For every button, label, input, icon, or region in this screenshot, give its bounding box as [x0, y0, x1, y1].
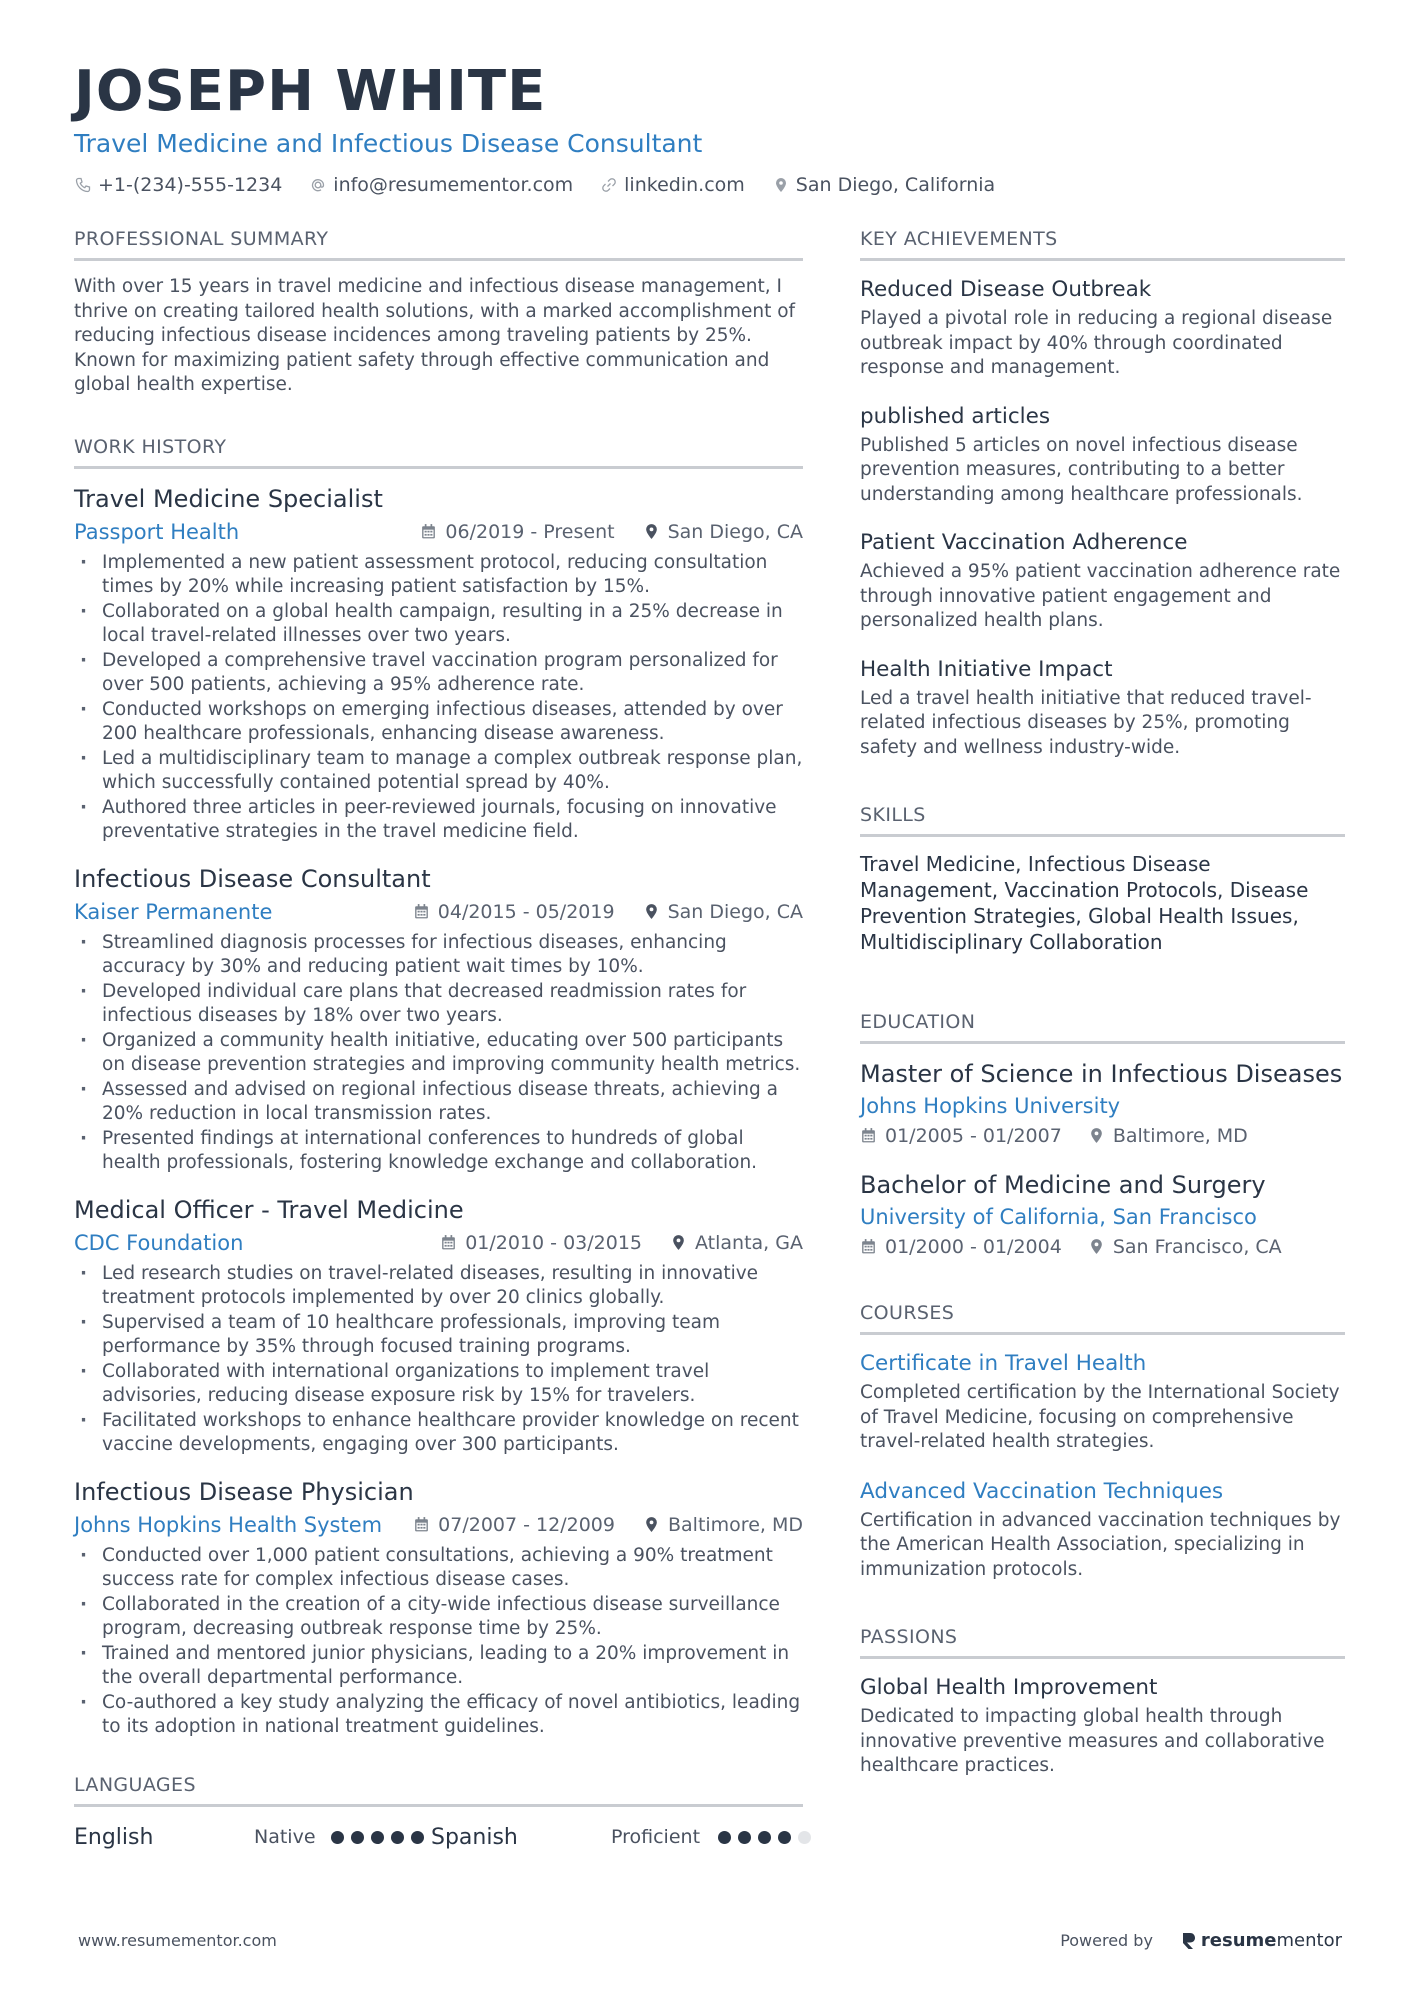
- job-location-text: San Diego, CA: [667, 520, 803, 543]
- contact-email[interactable]: [309, 174, 573, 196]
- calendar-icon: [860, 1127, 878, 1145]
- calendar-icon: [440, 1234, 458, 1252]
- achievements-heading: KEY ACHIEVEMENTS: [860, 226, 1345, 261]
- language-item: [431, 1825, 818, 1850]
- job-meta: [74, 897, 803, 927]
- education-degree: Bachelor of Medicine and Surgery: [860, 1171, 1266, 1199]
- education-meta: [860, 1123, 1345, 1149]
- footer-branding: [1060, 1930, 1342, 1951]
- rating-dot-filled: [351, 1831, 364, 1844]
- map-pin-icon: [1088, 1127, 1106, 1145]
- education-location: [1088, 1123, 1248, 1149]
- language-rating: [331, 1831, 431, 1844]
- language-level: Native: [254, 1826, 316, 1848]
- rating-dot-filled: [718, 1831, 731, 1844]
- candidate-name: JOSEPH WHITE: [74, 59, 547, 124]
- achievement-desc: Achieved a 95% patient vaccination adherence rate through innovative patient engagement and personalized health plans.: [860, 561, 1341, 631]
- job-entry: [74, 1194, 803, 1458]
- location-text: San Diego, California: [795, 174, 996, 196]
- job-location: [643, 517, 803, 547]
- summary-text: With over 15 years in travel medicine and infectious disease management, I thrive on creating tailored health solutions, with a marked accomplishment of reducing infectious disease incidences among traveling patients by 25%. Known for maximizing patient safety through effective communication and global health expertise.: [74, 276, 796, 395]
- job-bullet: · Streamlined diagnosis processes for infectious diseases, enhancing accuracy by 30% and reducing patient wait times by 10%.: [74, 931, 803, 980]
- job-bullet: · Conducted workshops on emerging infectious diseases, attended by over 200 healthcare professionals, enhancing disease awareness.: [74, 698, 803, 747]
- map-pin-icon: [1088, 1238, 1106, 1256]
- job-title: Infectious Disease Consultant: [74, 864, 431, 893]
- achievement-item: [860, 655, 1345, 761]
- course-desc: Completed certification by the International Society of Travel Medicine, focusing on comprehensive travel-related health strategies.: [860, 1382, 1340, 1452]
- rating-dot-filled: [411, 1831, 424, 1844]
- map-pin-icon: [643, 1516, 661, 1534]
- skills-heading: SKILLS: [860, 802, 1345, 837]
- job-location-text: Baltimore, MD: [667, 1513, 803, 1536]
- contact-linkedin[interactable]: [600, 174, 745, 196]
- job-company: CDC Foundation: [74, 1230, 244, 1255]
- rating-dot-filled: [371, 1831, 384, 1844]
- course-title: Advanced Vaccination Techniques: [860, 1478, 1224, 1504]
- job-bullet: · Conducted over 1,000 patient consultations, achieving a 90% treatment success rate for complex infectious disease cases.: [74, 1544, 803, 1593]
- language-level: Proficient: [611, 1826, 701, 1848]
- rating-dot-filled: [331, 1831, 344, 1844]
- map-pin-icon: [772, 176, 790, 194]
- resume-header: [74, 58, 1344, 196]
- job-location: [670, 1228, 803, 1258]
- page-footer: [78, 1930, 1342, 1951]
- skills-text: Travel Medicine, Infectious Disease Management, Vaccination Protocols, Disease Prevention Strategies, Global Health Issues, Multidisciplinary Collaboration: [860, 852, 1309, 954]
- link-icon: [600, 176, 618, 194]
- job-date: [413, 1510, 615, 1540]
- language-name: Spanish: [431, 1824, 518, 1850]
- job-date: [440, 1228, 642, 1258]
- achievement-desc: Led a travel health initiative that reduced travel-related infectious diseases by 25%, promoting safety and wellness industry-wide.: [860, 687, 1312, 758]
- left-column: [74, 226, 803, 1850]
- rating-dot-empty: [798, 1831, 811, 1844]
- email-text: info@resumementor.com: [333, 174, 574, 196]
- job-bullet: · Developed individual care plans that decreased readmission rates for infectious diseases by 18% over two years.: [74, 980, 803, 1029]
- job-bullet: · Supervised a team of 10 healthcare professionals, improving team performance by 35% through focused training programs.: [74, 1311, 803, 1360]
- calendar-icon: [413, 903, 431, 921]
- education-heading: EDUCATION: [860, 1009, 1345, 1044]
- job-date-text: 07/2007 - 12/2009: [438, 1513, 615, 1536]
- powered-by-text: Powered by: [1060, 1931, 1153, 1950]
- education-date: [860, 1234, 1062, 1260]
- job-date-text: 01/2010 - 03/2015: [465, 1231, 643, 1254]
- achievement-title: Patient Vaccination Adherence: [860, 530, 1188, 555]
- job-bullet: · Assessed and advised on regional infectious disease threats, achieving a 20% reduction in local transmission rates.: [74, 1078, 803, 1127]
- education-date: [860, 1123, 1062, 1149]
- achievement-item: [860, 528, 1345, 634]
- contact-phone: [74, 174, 282, 196]
- course-desc: Certification in advanced vaccination techniques by the American Health Association, specializing in immunization protocols.: [860, 1509, 1341, 1580]
- language-name: English: [74, 1824, 154, 1850]
- achievement-item: [860, 275, 1345, 381]
- map-pin-icon: [643, 903, 661, 921]
- job-company: Johns Hopkins Health System: [74, 1512, 383, 1537]
- job-title: Infectious Disease Physician: [74, 1477, 414, 1506]
- job-bullets: [74, 1544, 803, 1740]
- course-item: [860, 1477, 1345, 1583]
- job-bullet: · Collaborated on a global health campaign, resulting in a 25% decrease in local travel-related illnesses over two years.: [74, 600, 803, 649]
- achievement-title: Health Initiative Impact: [860, 656, 1113, 682]
- language-item: [74, 1825, 431, 1850]
- education-location: [1088, 1234, 1282, 1260]
- achievement-desc: Published 5 articles on novel infectious disease prevention measures, contributing to a better understanding among healthcare professionals.: [860, 434, 1303, 505]
- education-location-text: Baltimore, MD: [1112, 1125, 1248, 1147]
- job-meta: [74, 517, 803, 547]
- languages-heading: LANGUAGES: [74, 1772, 803, 1807]
- achievement-desc: Played a pivotal role in reducing a regional disease outbreak impact by 40% through coordinated response and management.: [860, 308, 1333, 378]
- job-location-text: Atlanta, GA: [695, 1231, 803, 1254]
- job-location: [643, 1510, 803, 1540]
- job-company: Kaiser Permanente: [74, 899, 273, 924]
- job-entry: [74, 863, 803, 1176]
- education-degree: Master of Science in Infectious Diseases: [860, 1060, 1343, 1088]
- resumementor-logo-icon: [1181, 1931, 1197, 1951]
- job-bullet: · Co-authored a key study analyzing the efficacy of novel antibiotics, leading to its adoption in national treatment guidelines.: [74, 1691, 803, 1740]
- education-school: Johns Hopkins University: [860, 1094, 1121, 1118]
- footer-url[interactable]: www.resumementor.com: [78, 1931, 277, 1950]
- at-sign-icon: [309, 176, 327, 194]
- job-title: Medical Officer - Travel Medicine: [74, 1195, 464, 1224]
- map-pin-icon: [643, 523, 661, 541]
- rating-dot-filled: [758, 1831, 771, 1844]
- job-date: [413, 897, 615, 927]
- job-bullet: · Developed a comprehensive travel vaccination program personalized for over 500 patients, achieving a 95% adherence rate.: [74, 649, 803, 698]
- education-meta: [860, 1234, 1345, 1260]
- achievement-item: [860, 402, 1345, 508]
- calendar-icon: [420, 523, 438, 541]
- job-location-text: San Diego, CA: [667, 900, 803, 923]
- passion-item: [860, 1673, 1345, 1779]
- education-item: [860, 1169, 1345, 1260]
- work-history-heading: WORK HISTORY: [74, 434, 803, 469]
- brand-name-bold: resume: [1200, 1930, 1277, 1951]
- job-bullets: [74, 931, 803, 1176]
- job-entry: [74, 1476, 803, 1740]
- job-bullet: · Collaborated with international organizations to implement travel advisories, reducing disease exposure risk by 15% for travelers.: [74, 1360, 803, 1409]
- contact-bar: [74, 174, 1344, 196]
- job-company: Passport Health: [74, 519, 240, 544]
- candidate-headline: Travel Medicine and Infectious Disease Consultant: [74, 129, 703, 158]
- education-school: University of California, San Francisco: [860, 1205, 1257, 1229]
- contact-location: [772, 174, 995, 196]
- job-bullet: · Facilitated workshops to enhance healthcare provider knowledge on recent vaccine developments, engaging over 300 participants.: [74, 1409, 803, 1458]
- job-date: [420, 517, 614, 547]
- brand-logo: [1181, 1930, 1342, 1951]
- job-location: [643, 897, 803, 927]
- linkedin-text: linkedin.com: [624, 174, 745, 196]
- rating-dot-filled: [738, 1831, 751, 1844]
- job-bullet: · Organized a community health initiative, educating over 500 participants on disease prevention strategies and improving community health metrics.: [74, 1029, 803, 1078]
- job-bullet: · Led research studies on travel-related diseases, resulting in innovative treatment protocols implemented by over 20 clinics globally.: [74, 1262, 803, 1311]
- job-date-text: 06/2019 - Present: [445, 520, 615, 543]
- job-date-text: 04/2015 - 05/2019: [437, 900, 615, 923]
- job-meta: [74, 1510, 803, 1540]
- courses-heading: COURSES: [860, 1300, 1345, 1335]
- education-date-text: 01/2000 - 01/2004: [885, 1236, 1062, 1258]
- map-pin-icon: [670, 1234, 688, 1252]
- job-title: Travel Medicine Specialist: [74, 484, 383, 513]
- education-item: [860, 1058, 1345, 1149]
- rating-dot-filled: [778, 1831, 791, 1844]
- job-entry: [74, 483, 803, 845]
- calendar-icon: [413, 1516, 431, 1534]
- achievement-title: published articles: [860, 403, 1051, 429]
- right-column: [860, 226, 1345, 1779]
- passion-title: Global Health Improvement: [860, 1675, 1158, 1700]
- job-bullet: · Trained and mentored junior physicians, leading to a 20% improvement in the overall departmental performance.: [74, 1642, 803, 1691]
- job-bullets: [74, 551, 803, 845]
- education-date-text: 01/2005 - 01/2007: [885, 1125, 1062, 1147]
- job-bullet: · Led a multidisciplinary team to manage a complex outbreak response plan, which successfully contained potential spread by 40%.: [74, 747, 803, 796]
- job-bullet: · Collaborated in the creation of a city-wide infectious disease surveillance program, decreasing outbreak response time by 25%.: [74, 1593, 803, 1642]
- passion-desc: Dedicated to impacting global health through innovative preventive measures and collaborative healthcare practices.: [860, 1706, 1325, 1776]
- job-bullet: · Presented findings at international conferences to hundreds of global health professionals, fostering knowledge exchange and collaboration.: [74, 1127, 803, 1176]
- course-item: [860, 1349, 1345, 1455]
- job-bullet: · Implemented a new patient assessment protocol, reducing consultation times by 20% while increasing patient satisfaction by 15%.: [74, 551, 803, 600]
- summary-heading: PROFESSIONAL SUMMARY: [74, 226, 803, 261]
- calendar-icon: [860, 1238, 878, 1256]
- rating-dot-filled: [391, 1831, 404, 1844]
- phone-icon: [74, 176, 92, 194]
- passions-heading: PASSIONS: [860, 1624, 1345, 1659]
- job-bullets: [74, 1262, 803, 1458]
- language-rating: [718, 1831, 818, 1844]
- brand-name-light: mentor: [1276, 1930, 1342, 1951]
- achievement-title: Reduced Disease Outbreak: [860, 277, 1152, 302]
- job-bullet: · Authored three articles in peer-reviewed journals, focusing on innovative preventative strategies in the travel medicine field.: [74, 796, 803, 845]
- education-location-text: San Francisco, CA: [1112, 1236, 1282, 1258]
- languages-list: [74, 1825, 803, 1850]
- course-title: Certificate in Travel Health: [860, 1351, 1147, 1376]
- job-meta: [74, 1228, 803, 1258]
- phone-text: +1-(234)-555-1234: [98, 174, 283, 196]
